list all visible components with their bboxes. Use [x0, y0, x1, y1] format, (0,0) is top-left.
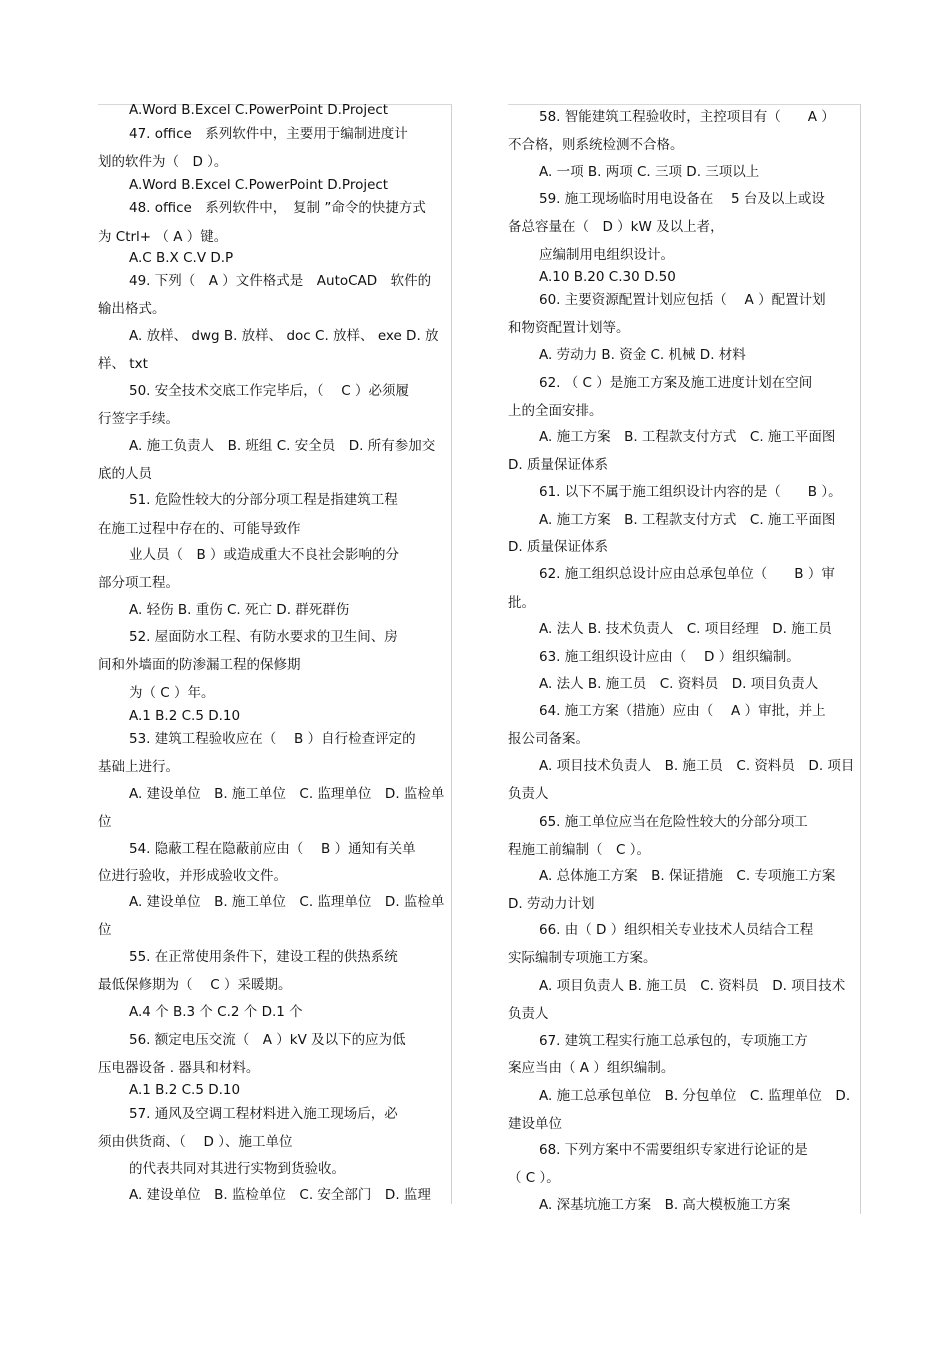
text-line: A. 劳动力 B. 资金 C. 机械 D. 材料: [539, 347, 746, 363]
text-line: 划的软件为（ D ）。: [98, 154, 228, 170]
text-line: 54. 隐蔽工程在隐蔽前应由（ B ）通知有关单: [129, 841, 416, 857]
text-line: 行签字手续。: [98, 411, 179, 427]
text-line: A. 项目负责人 B. 施工员 C. 资料员 D. 项目技术: [539, 978, 846, 994]
text-line: 65. 施工单位应当在危险性较大的分部分项工: [539, 814, 808, 830]
text-line: 为 Ctrl+ （ A ）键。: [98, 229, 228, 245]
text-line: 案应当由（ A ）组织编制。: [508, 1060, 675, 1076]
text-line: 62. 施工组织总设计应由总承包单位（ B ）审: [539, 566, 835, 582]
text-line: 建设单位: [508, 1116, 562, 1132]
text-line: 63. 施工组织设计应由（ D ）组织编制。: [539, 649, 800, 665]
text-line: A.10 B.20 C.30 D.50: [539, 269, 676, 285]
text-line: 输出格式。: [98, 301, 166, 317]
text-line: 位: [98, 922, 112, 938]
text-line: A. 建设单位 B. 施工单位 C. 监理单位 D. 监检单: [129, 894, 445, 910]
text-line: 47. office 系列软件中，主要用于编制进度计: [129, 126, 408, 142]
text-line: A. 施工方案 B. 工程款支付方式 C. 施工平面图: [539, 429, 836, 445]
text-line: A. 建设单位 B. 施工单位 C. 监理单位 D. 监检单: [129, 786, 445, 802]
text-line: 和物资配置计划等。: [508, 320, 630, 336]
text-line: 52. 屋面防水工程、有防水要求的卫生间、房: [129, 629, 398, 645]
text-line: 在施工过程中存在的、可能导致作: [98, 521, 301, 537]
text-line: 59. 施工现场临时用电设备在 5 台及以上或设: [539, 191, 825, 207]
right-column-border: [860, 104, 861, 1214]
text-line: D. 质量保证体系: [508, 457, 608, 473]
text-line: A.C B.X C.V D.P: [129, 250, 234, 266]
text-line: A.Word B.Excel C.PowerPoint D.Project: [129, 177, 389, 193]
text-line: 最低保修期为（ C ）采暖期。: [98, 977, 292, 993]
text-line: 实际编制专项施工方案。: [508, 950, 657, 966]
text-line: 67. 建筑工程实行施工总承包的，专项施工方: [539, 1033, 808, 1049]
text-line: 58. 智能建筑工程验收时，主控项目有（ A ）: [539, 109, 835, 125]
text-line: 55. 在正常使用条件下，建设工程的供热系统: [129, 949, 398, 965]
text-line: 64. 施工方案（措施）应由（ A ）审批，并上: [539, 703, 826, 719]
text-line: 57. 通风及空调工程材料进入施工现场后，必: [129, 1106, 398, 1122]
text-line: 样、 txt: [98, 356, 148, 372]
text-line: A. 施工方案 B. 工程款支付方式 C. 施工平面图: [539, 512, 836, 528]
text-line: A. 施工负责人 B. 班组 C. 安全员 D. 所有参加交: [129, 438, 436, 454]
text-line: A. 法人 B. 施工员 C. 资料员 D. 项目负责人: [539, 676, 819, 692]
text-line: 负责人: [508, 1006, 549, 1022]
text-line: A.Word B.Excel C.PowerPoint D.Project: [129, 102, 389, 118]
text-line: A.1 B.2 C.5 D.10: [129, 708, 241, 724]
text-line: 49. 下列（ A ）文件格式是 AutoCAD 软件的: [129, 273, 432, 289]
text-line: 业人员（ B ）或造成重大不良社会影响的分: [129, 547, 400, 563]
text-line: 66. 由（ D ）组织相关专业技术人员结合工程: [539, 922, 814, 938]
text-line: 备总容量在（ D ）kW 及以上者，: [508, 219, 724, 235]
text-line: 56. 额定电压交流（ A ）kV 及以下的应为低: [129, 1032, 406, 1048]
text-line: 须由供货商、（ D ）、施工单位: [98, 1134, 293, 1150]
text-line: 为（ C ）年。: [129, 685, 215, 701]
text-line: （ C ）。: [508, 1170, 560, 1186]
text-line: D. 质量保证体系: [508, 539, 608, 555]
text-line: A. 放样、 dwg B. 放样、 doc C. 放样、 exe D. 放: [129, 328, 439, 344]
text-line: 61. 以下不属于施工组织设计内容的是（ B ）。: [539, 484, 842, 500]
left-column-border: [451, 104, 452, 1204]
text-line: 上的全面安排。: [508, 403, 603, 419]
text-line: 压电器设备 . 器具和材料。: [98, 1060, 260, 1076]
text-line: 48. office 系列软件中， 复制 ”命令的快捷方式: [129, 200, 426, 216]
text-line: 位: [98, 814, 112, 830]
text-line: 53. 建筑工程验收应在（ B ）自行检查评定的: [129, 731, 416, 747]
right-column-top-rule: [508, 104, 860, 105]
text-line: A. 法人 B. 技术负责人 C. 项目经理 D. 施工员: [539, 621, 832, 637]
text-line: 68. 下列方案中不需要组织专家进行论证的是: [539, 1142, 808, 1158]
text-line: 51. 危险性较大的分部分项工程是指建筑工程: [129, 492, 398, 508]
text-line: A. 总体施工方案 B. 保证措施 C. 专项施工方案: [539, 868, 836, 884]
text-line: 报公司备案。: [508, 731, 589, 747]
text-line: 50. 安全技术交底工作完毕后，（ C ）必须履: [129, 383, 410, 399]
text-line: A. 施工总承包单位 B. 分包单位 C. 监理单位 D.: [539, 1088, 851, 1104]
text-line: 批。: [508, 595, 535, 611]
text-line: 部分项工程。: [98, 575, 179, 591]
text-line: 基础上进行。: [98, 759, 179, 775]
text-line: A. 一项 B. 两项 C. 三项 D. 三项以上: [539, 164, 760, 180]
text-line: D. 劳动力计划: [508, 896, 595, 912]
text-line: 62. （ C ）是施工方案及施工进度计划在空间: [539, 375, 813, 391]
text-line: A.1 B.2 C.5 D.10: [129, 1082, 241, 1098]
text-line: 底的人员: [98, 466, 152, 482]
text-line: 负责人: [508, 786, 549, 802]
text-line: 的代表共同对其进行实物到货验收。: [129, 1161, 345, 1177]
text-line: 间和外墙面的防渗漏工程的保修期: [98, 657, 301, 673]
text-line: 应编制用电组织设计。: [539, 247, 674, 263]
text-line: A. 深基坑施工方案 B. 高大模板施工方案: [539, 1197, 791, 1213]
text-line: 不合格，则系统检测不合格。: [508, 137, 684, 153]
text-line: 位进行验收，并形成验收文件。: [98, 868, 287, 884]
text-line: A.4 个 B.3 个 C.2 个 D.1 个: [129, 1004, 303, 1020]
text-line: 程施工前编制（ C ）。: [508, 842, 650, 858]
text-line: 60. 主要资源配置计划应包括（ A ）配置计划: [539, 292, 826, 308]
text-line: A. 轻伤 B. 重伤 C. 死亡 D. 群死群伤: [129, 602, 350, 618]
text-line: A. 建设单位 B. 监检单位 C. 安全部门 D. 监理: [129, 1187, 431, 1203]
text-line: A. 项目技术负责人 B. 施工员 C. 资料员 D. 项目: [539, 758, 855, 774]
